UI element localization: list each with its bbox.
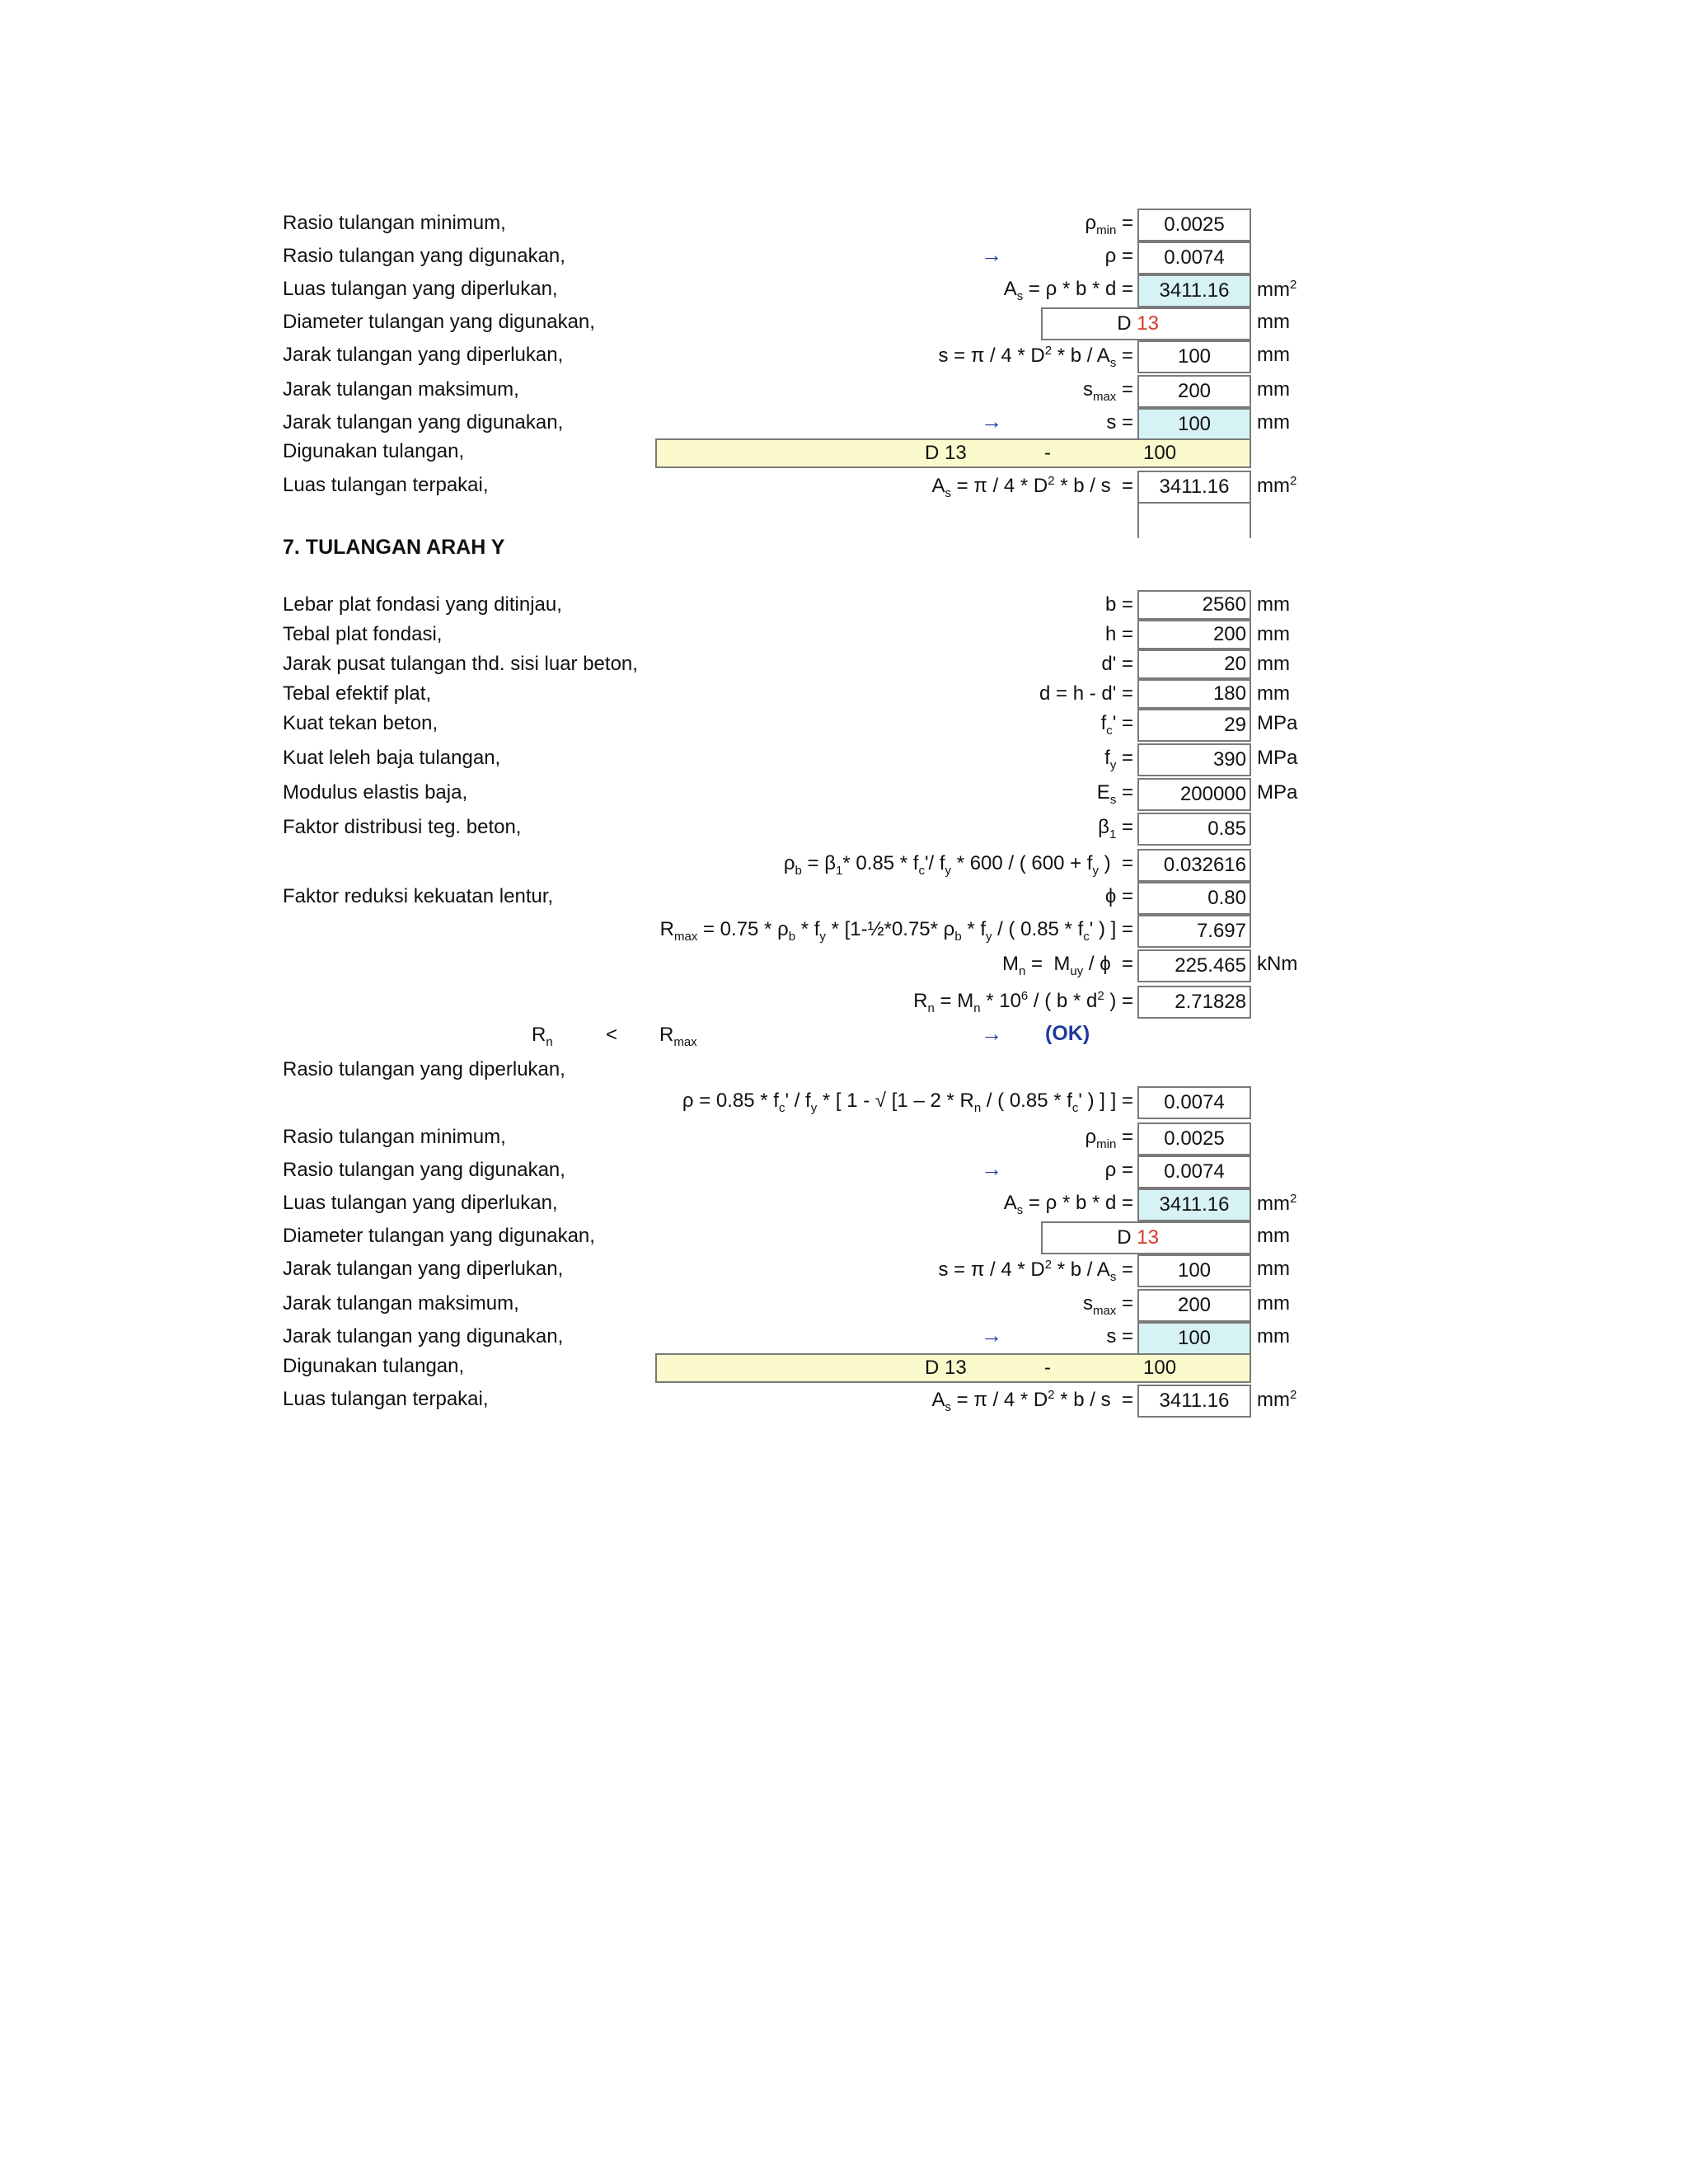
arrow-icon: → — [981, 1156, 1002, 1181]
row-as-used-2 — [0, 1385, 1688, 1418]
label: Digunakan tulangan, — [283, 440, 465, 462]
rn-symbol: $R_n$ — [532, 1024, 553, 1049]
value-cell: 200 — [1137, 620, 1251, 649]
rebar-summary-bar: D 13 - 100 — [655, 1353, 1251, 1383]
arrow-icon: → — [981, 409, 1002, 434]
empty-cell — [1137, 504, 1251, 538]
row-rho-used-1 — [0, 241, 1688, 274]
formula: $f_y$ = — [1104, 747, 1133, 772]
formula: ρ = — [1104, 1159, 1133, 1181]
row-b — [0, 590, 1688, 623]
label: Jarak tulangan yang digunakan, — [283, 411, 564, 434]
label: Rasio tulangan yang diperlukan, — [283, 1058, 565, 1080]
diameter-cell: D 13 — [1041, 1221, 1251, 1254]
row-rho-req — [0, 1086, 1688, 1119]
value-cell: 3411.16 — [1137, 1188, 1251, 1221]
value-cell: 3411.16 — [1137, 274, 1251, 307]
label: Jarak tulangan yang diperlukan, — [283, 344, 564, 366]
unit: mm — [1257, 1292, 1290, 1315]
label: Tebal efektif plat, — [283, 682, 432, 705]
unit: mm — [1257, 411, 1290, 434]
arrow-icon: → — [981, 1021, 1002, 1046]
row-s-max-1 — [0, 375, 1688, 408]
formula: $E_s$ = — [1096, 781, 1133, 807]
unit: mm — [1257, 1225, 1290, 1247]
label: Jarak pusat tulangan thd. sisi luar beton, — [283, 653, 638, 675]
unit: mm — [1257, 653, 1290, 675]
value-cell: 3411.16 — [1137, 1385, 1251, 1418]
row-fc — [0, 709, 1688, 742]
value-cell: 0.0074 — [1137, 241, 1251, 274]
formula: $A_s = \rho * b * d$ = — [1003, 1192, 1133, 1217]
formula: d' = — [1101, 653, 1133, 675]
row-rho-used-2 — [0, 1155, 1688, 1188]
formula: $\beta_1$ = — [1098, 816, 1133, 841]
arrow-icon: → — [981, 242, 1002, 267]
value-cell: 3411.16 — [1137, 471, 1251, 504]
row-s-max-2 — [0, 1289, 1688, 1322]
row-rho-req-label — [0, 1055, 1688, 1088]
value-cell: 29 — [1137, 709, 1251, 742]
row-d — [0, 679, 1688, 712]
row-mn — [0, 949, 1688, 982]
formula: s = — [1106, 411, 1133, 434]
value-cell: 7.697 — [1137, 915, 1251, 948]
value-cell: 0.0025 — [1137, 1122, 1251, 1155]
value-cell: 20 — [1137, 649, 1251, 679]
value-cell: 0.80 — [1137, 882, 1251, 915]
label: Rasio tulangan minimum, — [283, 212, 506, 234]
formula: $A_s = \pi / 4 * D^2 * b / s$ = — [931, 474, 1133, 500]
row-s-used-2 — [0, 1322, 1688, 1355]
value-cell: 2560 — [1137, 590, 1251, 620]
less-than: < — [606, 1024, 618, 1046]
unit: mm — [1257, 593, 1290, 616]
unit: $mm^2$ — [1257, 1388, 1297, 1411]
formula: $\rho_{min}$ = — [1085, 212, 1133, 237]
label: Jarak tulangan maksimum, — [283, 1292, 519, 1315]
label: Tebal plat fondasi, — [283, 623, 443, 645]
label: Modulus elastis baja, — [283, 781, 468, 804]
row-fy — [0, 743, 1688, 776]
row-as-req-2 — [0, 1188, 1688, 1221]
label: Luas tulangan terpakai, — [283, 474, 489, 496]
label: Rasio tulangan yang digunakan, — [283, 1159, 565, 1181]
row-rho-min-2 — [0, 1122, 1688, 1155]
formula: $R_n = M_n * 10^6$ / ( b * $d^2$ ) = — [913, 989, 1133, 1015]
label: Diameter tulangan yang digunakan, — [283, 1225, 595, 1247]
row-s-used-1 — [0, 408, 1688, 441]
rmax-symbol: $R_{max}$ — [659, 1024, 697, 1049]
label: Jarak tulangan maksimum, — [283, 378, 519, 401]
formula: h = — [1104, 623, 1133, 645]
formula: $\rho_{min}$ = — [1085, 1126, 1133, 1151]
label: Kuat tekan beton, — [283, 712, 438, 734]
label: Luas tulangan yang diperlukan, — [283, 1192, 558, 1214]
row-es — [0, 778, 1688, 811]
formula: $s_{max}$ = — [1082, 378, 1133, 404]
label: Lebar plat fondasi yang ditinjau, — [283, 593, 562, 616]
label: Jarak tulangan yang digunakan, — [283, 1325, 564, 1347]
row-beta — [0, 813, 1688, 846]
formula: $f_c'$ = — [1100, 712, 1133, 738]
unit: $mm^2$ — [1257, 1192, 1297, 1215]
value-cell: 0.0025 — [1137, 209, 1251, 241]
unit: mm — [1257, 682, 1290, 705]
formula: b = — [1104, 593, 1133, 616]
value-cell: 100 — [1137, 1322, 1251, 1355]
formula: ρ = — [1104, 245, 1133, 267]
unit: $mm^2$ — [1257, 474, 1297, 497]
ok-status: (OK) — [1045, 1022, 1090, 1045]
value-cell: 390 — [1137, 743, 1251, 776]
unit: mm — [1257, 378, 1290, 401]
formula: $A_s = \rho * b * d$ = — [1003, 278, 1133, 303]
label: Luas tulangan terpakai, — [283, 1388, 489, 1410]
section-heading: 7. TULANGAN ARAH Y — [283, 536, 505, 559]
unit: mm — [1257, 1325, 1290, 1347]
formula: $M_n = M_{uy} / \phi$ = — [1002, 953, 1133, 978]
row-rn — [0, 986, 1688, 1019]
value-cell: 200 — [1137, 375, 1251, 408]
unit: mm — [1257, 1258, 1290, 1280]
value-cell: 200000 — [1137, 778, 1251, 811]
unit: MPa — [1257, 747, 1298, 769]
row-diameter-2 — [0, 1221, 1688, 1254]
row-phi — [0, 882, 1688, 915]
formula: d = h - d' = — [1039, 682, 1133, 705]
value-cell: 180 — [1137, 679, 1251, 709]
unit: mm — [1257, 623, 1290, 645]
unit: mm — [1257, 344, 1290, 366]
row-check — [0, 1020, 1688, 1053]
unit: MPa — [1257, 781, 1298, 804]
label: Luas tulangan yang diperlukan, — [283, 278, 558, 300]
label: Digunakan tulangan, — [283, 1355, 465, 1377]
formula: $s = \pi / 4 * D^2 * b / A_s$ = — [938, 344, 1133, 370]
rebar-summary-bar: D 13 - 100 — [655, 438, 1251, 468]
value-cell: 0.0074 — [1137, 1155, 1251, 1188]
value-cell: 100 — [1137, 1254, 1251, 1287]
formula: $s = \pi / 4 * D^2 * b / A_s$ = — [938, 1258, 1133, 1284]
arrow-icon: → — [981, 1323, 1002, 1347]
unit: mm — [1257, 311, 1290, 333]
value-cell: 0.0074 — [1137, 1086, 1251, 1119]
row-as-used-1 — [0, 471, 1688, 504]
unit: kNm — [1257, 953, 1298, 975]
row-h — [0, 620, 1688, 653]
label: Faktor reduksi kekuatan lentur, — [283, 885, 554, 907]
label: Rasio tulangan yang digunakan, — [283, 245, 565, 267]
formula: ϕ = — [1104, 885, 1133, 907]
row-s-req-2 — [0, 1254, 1688, 1287]
label: Faktor distribusi teg. beton, — [283, 816, 522, 838]
diameter-cell: D 13 — [1041, 307, 1251, 340]
row-as-req-1 — [0, 274, 1688, 307]
row-rho-b — [0, 849, 1688, 882]
label: Rasio tulangan minimum, — [283, 1126, 506, 1148]
value-cell: 200 — [1137, 1289, 1251, 1322]
value-cell: 2.71828 — [1137, 986, 1251, 1019]
formula: $R_{max} = 0.75 * \rho_b * f_y$ * [1-½*0.75* $\rho_b * f_y$ / ( $0.85 * f_c'$ ) ] = — [659, 918, 1133, 944]
row-d-prime — [0, 649, 1688, 682]
value-cell: 0.032616 — [1137, 849, 1251, 882]
row-s-req-1 — [0, 340, 1688, 373]
row-rmax — [0, 915, 1688, 948]
row-used-rebar-1 — [0, 437, 1688, 470]
unit: $mm^2$ — [1257, 278, 1297, 301]
row-rho-min-1 — [0, 209, 1688, 241]
formula: $\rho = 0.85 * f_c' / f_y$ * [ 1 - √ [$1 - 2 * R_n$ / ( $0.85 * f_c'$ ) ] ] = — [682, 1090, 1133, 1115]
value-cell: 225.465 — [1137, 949, 1251, 982]
formula: $A_s = \pi / 4 * D^2 * b / s$ = — [931, 1388, 1133, 1414]
formula: $\rho_b = \beta_1*$ $0.85 * f_c'/$ $f_y * 600$ / ( $600 + f_y$ ) = — [783, 852, 1133, 878]
row-diameter-1 — [0, 307, 1688, 340]
row-used-rebar-2 — [0, 1352, 1688, 1385]
label: Diameter tulangan yang digunakan, — [283, 311, 595, 333]
value-cell: 100 — [1137, 340, 1251, 373]
value-cell: 100 — [1137, 408, 1251, 441]
unit: MPa — [1257, 712, 1298, 734]
label: Kuat leleh baja tulangan, — [283, 747, 501, 769]
value-cell: 0.85 — [1137, 813, 1251, 846]
label: Jarak tulangan yang diperlukan, — [283, 1258, 564, 1280]
formula: s = — [1106, 1325, 1133, 1347]
formula: $s_{max}$ = — [1082, 1292, 1133, 1318]
